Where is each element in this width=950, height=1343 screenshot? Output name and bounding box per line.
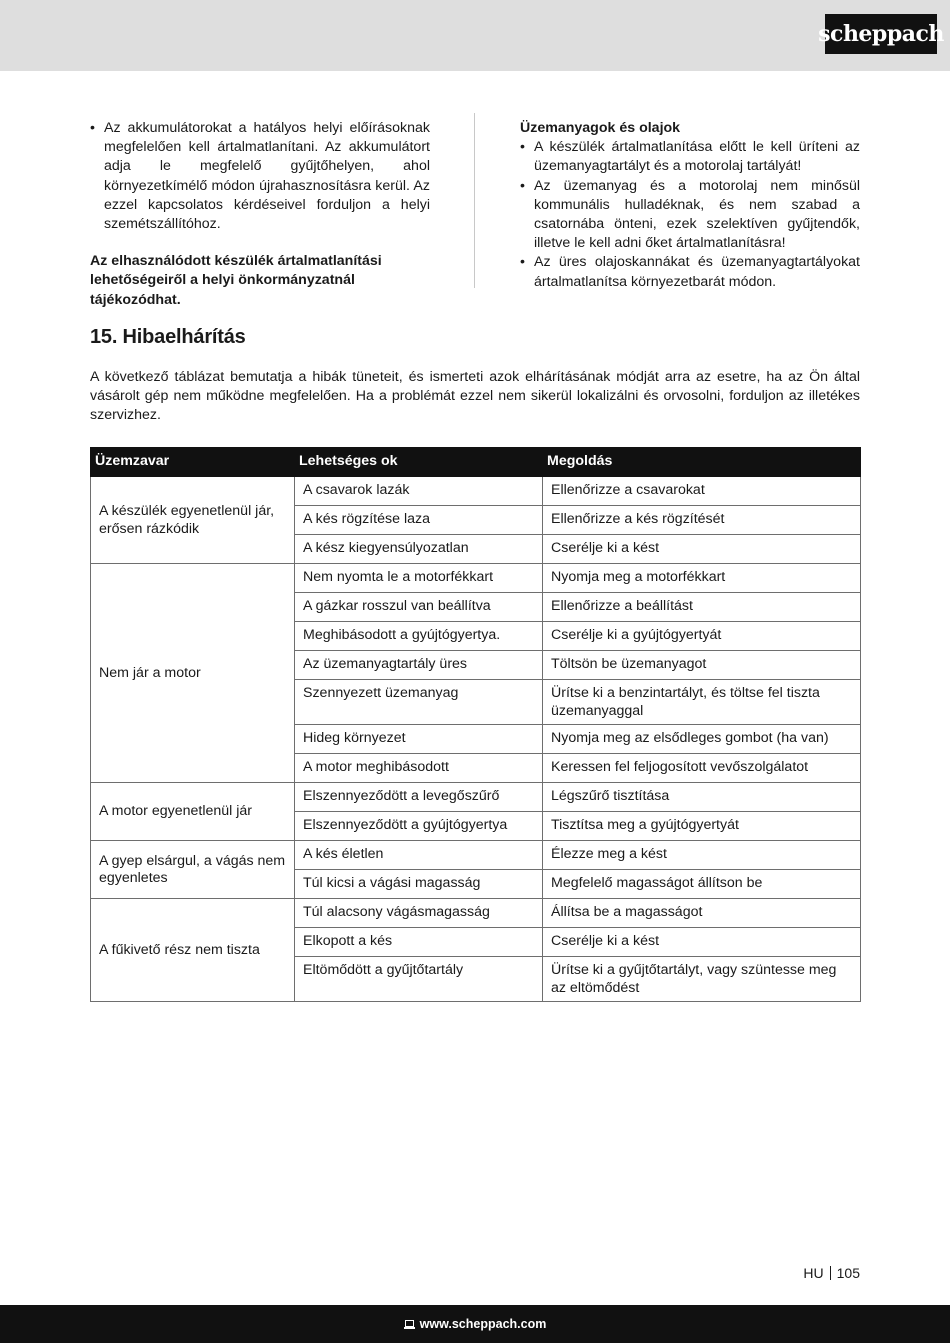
solution-cell: Ürítse ki a benzintartályt, és töltse fel tiszta üzemanyaggal	[543, 680, 861, 725]
table-row	[91, 841, 861, 870]
left-bullet-list	[90, 119, 430, 234]
cause-cell: Szennyezett üzemanyag	[295, 680, 543, 725]
cause-cell: A csavarok lazák	[295, 477, 543, 506]
solution-cell: Töltsön be üzemanyagot	[543, 651, 861, 680]
website-link[interactable]: www.scheppach.com	[419, 1317, 547, 1331]
fuel-oils-heading: Üzemanyagok és olajok	[520, 120, 681, 136]
cause-cell: Meghibásodott a gyújtógyertya.	[295, 622, 543, 651]
symptom-cell: A fűkivető rész nem tiszta	[91, 899, 295, 1002]
cause-cell: Az üzemanyagtartály üres	[295, 651, 543, 680]
laptop-icon	[404, 1320, 415, 1329]
cause-cell: Eltömődött a gyűjtőtartály	[295, 957, 543, 1002]
page-number: 105	[836, 1265, 860, 1281]
solution-cell: Cserélje ki a gyújtógyertyát	[543, 622, 861, 651]
list-item: • Az üzemanyag és a motorolaj nem minősül kommunális hulladéknak, és nem szabad a csatornába önteni, ezek szelektíven gyűjtendők, illetve le kell adni őket ártalmatlanításra!	[520, 177, 860, 254]
header-cause: Lehetséges ok	[295, 448, 543, 477]
solution-cell: Ürítse ki a gyűjtőtartályt, vagy szüntesse meg az eltömődést	[543, 957, 861, 1002]
solution-cell: Cserélje ki a kést	[543, 535, 861, 564]
right-column	[520, 119, 860, 292]
cause-cell: Túl alacsony vágásmagasság	[295, 899, 543, 928]
symptom-cell: A motor egyenetlenül jár	[91, 783, 295, 841]
symptom-cell: Nem jár a motor	[91, 564, 295, 783]
bottom-bar	[0, 1305, 950, 1343]
list-item: • Az akkumulátorokat a hatályos helyi előírásoknak megfelelően kell ártalmatlanítani. Az akkumulátort adja le megfelelő gyűjtőhelyen, ahol környezetkímélő módon újrahasznosításra kerül. Az ezzel kapcsolatos kérdéseivel forduljon a helyi szemétszállítóhoz.	[90, 119, 430, 234]
table-row	[91, 477, 861, 506]
solution-cell: Állítsa be a magasságot	[543, 899, 861, 928]
solution-cell: Ellenőrizze a beállítást	[543, 593, 861, 622]
column-divider	[474, 113, 475, 288]
symptom-cell: A gyep elsárgul, a vágás nem egyenletes	[91, 841, 295, 899]
solution-cell: Élezze meg a kést	[543, 841, 861, 870]
table-header-row	[91, 448, 861, 477]
cause-cell: A gázkar rosszul van beállítva	[295, 593, 543, 622]
header-solution: Megoldás	[543, 448, 861, 477]
cause-cell: Nem nyomta le a motorfékkart	[295, 564, 543, 593]
list-item: • Az üres olajoskannákat és üzemanyagtartályokat ártalmatlanítsa környezetbarát módon.	[520, 253, 860, 291]
cause-cell: Elkopott a kés	[295, 928, 543, 957]
cause-cell: A motor meghibásodott	[295, 754, 543, 783]
solution-cell: Nyomja meg a motorfékkart	[543, 564, 861, 593]
solution-cell: Tisztítsa meg a gyújtógyertyát	[543, 812, 861, 841]
table-row	[91, 564, 861, 593]
language-code: HU	[803, 1265, 824, 1281]
header-bar	[0, 0, 950, 71]
footer-separator	[830, 1266, 831, 1280]
page-footer	[803, 1265, 860, 1281]
table-row	[91, 899, 861, 928]
list-item: • A készülék ártalmatlanítása előtt le kell üríteni az üzemanyagtartályt és a motorolaj tartályát!	[520, 138, 860, 176]
solution-cell: Keressen fel feljogosított vevőszolgálatot	[543, 754, 861, 783]
table-row	[91, 783, 861, 812]
cause-cell: Elszennyeződött a gyújtógyertya	[295, 812, 543, 841]
right-bullet-list	[520, 138, 860, 292]
cause-cell: Elszennyeződött a levegőszűrő	[295, 783, 543, 812]
section-title: 15. Hibaelhárítás	[90, 326, 246, 348]
troubleshooting-table	[90, 447, 861, 1002]
cause-cell: A kés életlen	[295, 841, 543, 870]
solution-cell: Ellenőrizze a kés rögzítését	[543, 506, 861, 535]
section-intro: A következő táblázat bemutatja a hibák tüneteit, és ismerteti azok elhárításának módját arra az esetre, ha az Ön által vásárolt gép nem működne megfelelően. Ha a problémát ezzel nem sikerül lokalizálni és orvosolni, forduljon az illetékes szervizhez.	[90, 369, 860, 424]
disposal-note: Az elhasználódott készülék ártalmatlanítási lehetőségeiről a helyi önkormányzatnál tájékozódhat.	[90, 253, 382, 308]
cause-cell: Hideg környezet	[295, 725, 543, 754]
cause-cell: Túl kicsi a vágási magasság	[295, 870, 543, 899]
solution-cell: Nyomja meg az elsődleges gombot (ha van)	[543, 725, 861, 754]
cause-cell: A kés rögzítése laza	[295, 506, 543, 535]
symptom-cell: A készülék egyenetlenül jár, erősen rázkódik	[91, 477, 295, 564]
solution-cell: Ellenőrizze a csavarokat	[543, 477, 861, 506]
solution-cell: Cserélje ki a kést	[543, 928, 861, 957]
header-symptom: Üzemzavar	[91, 448, 295, 477]
cause-cell: A kész kiegyensúlyozatlan	[295, 535, 543, 564]
solution-cell: Légszűrő tisztítása	[543, 783, 861, 812]
brand-logo: scheppach	[825, 14, 937, 54]
solution-cell: Megfelelő magasságot állítson be	[543, 870, 861, 899]
left-column	[90, 119, 430, 310]
